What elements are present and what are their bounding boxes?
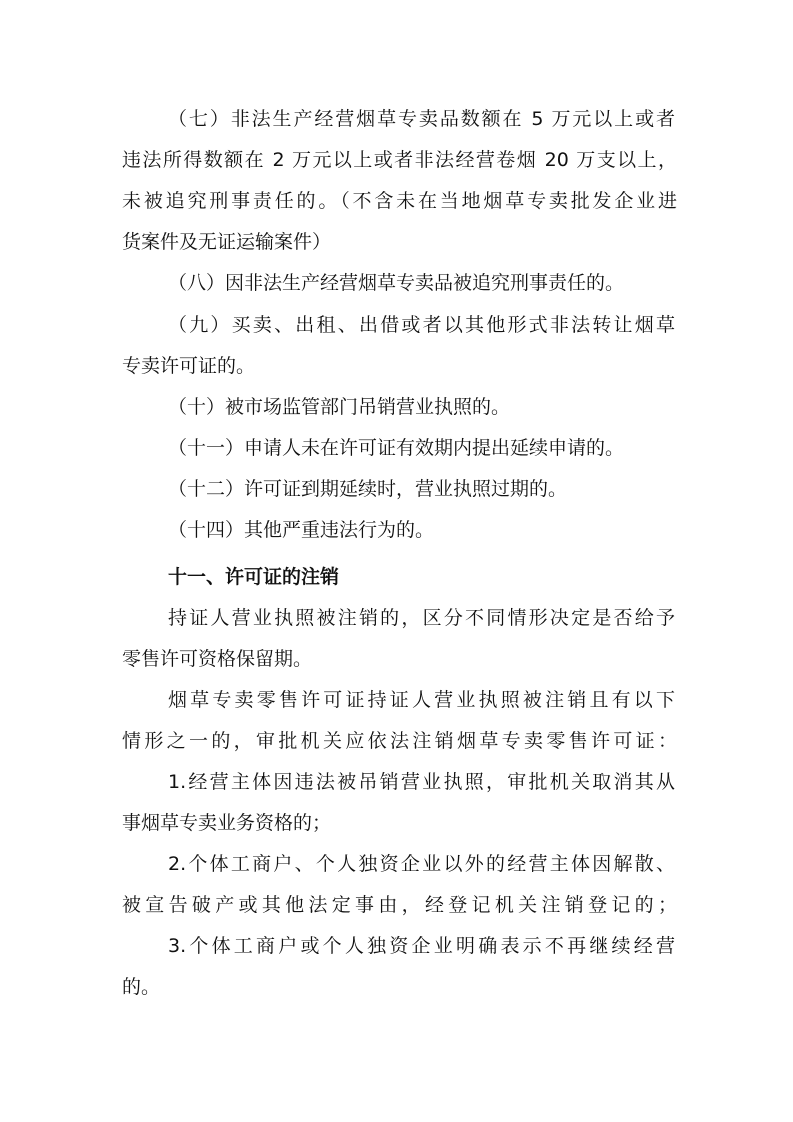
- paragraph-line: 持证人营业执照被注销的，区分不同情形决定是否给予: [168, 607, 675, 629]
- paragraph-line: （九）买卖、出租、出借或者以其他形式非法转让烟草: [168, 314, 675, 336]
- paragraph-line: 被宣告破产或其他法定事由，经登记机关注销登记的；: [122, 894, 677, 916]
- section-heading: 十一、许可证的注销: [168, 566, 340, 588]
- paragraph-line: （十）被市场监管部门吊销营业执照的。: [168, 396, 511, 418]
- paragraph-line: （七）非法生产经营烟草专卖品数额在 5 万元以上或者: [168, 108, 675, 130]
- paragraph-line: （八）因非法生产经营烟草专卖品被追究刑事责任的。: [168, 272, 625, 294]
- paragraph-line: 货案件及无证运输案件）: [122, 231, 332, 253]
- paragraph-line: 1.经营主体因违法被吊销营业执照，审批机关取消其从: [168, 771, 675, 793]
- paragraph-line: 2.个体工商户、个人独资企业以外的经营主体因解散、: [168, 853, 675, 875]
- paragraph-line: 烟草专卖零售许可证持证人营业执照被注销且有以下: [168, 689, 675, 711]
- paragraph-line: 事烟草专卖业务资格的；: [122, 812, 332, 834]
- paragraph-line: 零售许可资格保留期。: [122, 648, 313, 670]
- paragraph-line: 未被追究刑事责任的。（不含未在当地烟草专卖批发企业进: [122, 190, 677, 212]
- paragraph-line: （十一）申请人未在许可证有效期内提出延续申请的。: [168, 437, 625, 459]
- paragraph-line: 违法所得数额在 2 万元以上或者非法经营卷烟 20 万支以上，: [122, 149, 677, 171]
- paragraph-line: （十四）其他严重违法行为的。: [168, 519, 435, 541]
- paragraph-line: 情形之一的，审批机关应依法注销烟草专卖零售许可证：: [122, 730, 677, 752]
- paragraph-line: 3.个体工商户或个人独资企业明确表示不再继续经营: [168, 935, 675, 957]
- paragraph-line: （十二）许可证到期延续时，营业执照过期的。: [168, 478, 568, 500]
- paragraph-line: 的。: [122, 976, 161, 998]
- paragraph-line: 专卖许可证的。: [122, 355, 256, 377]
